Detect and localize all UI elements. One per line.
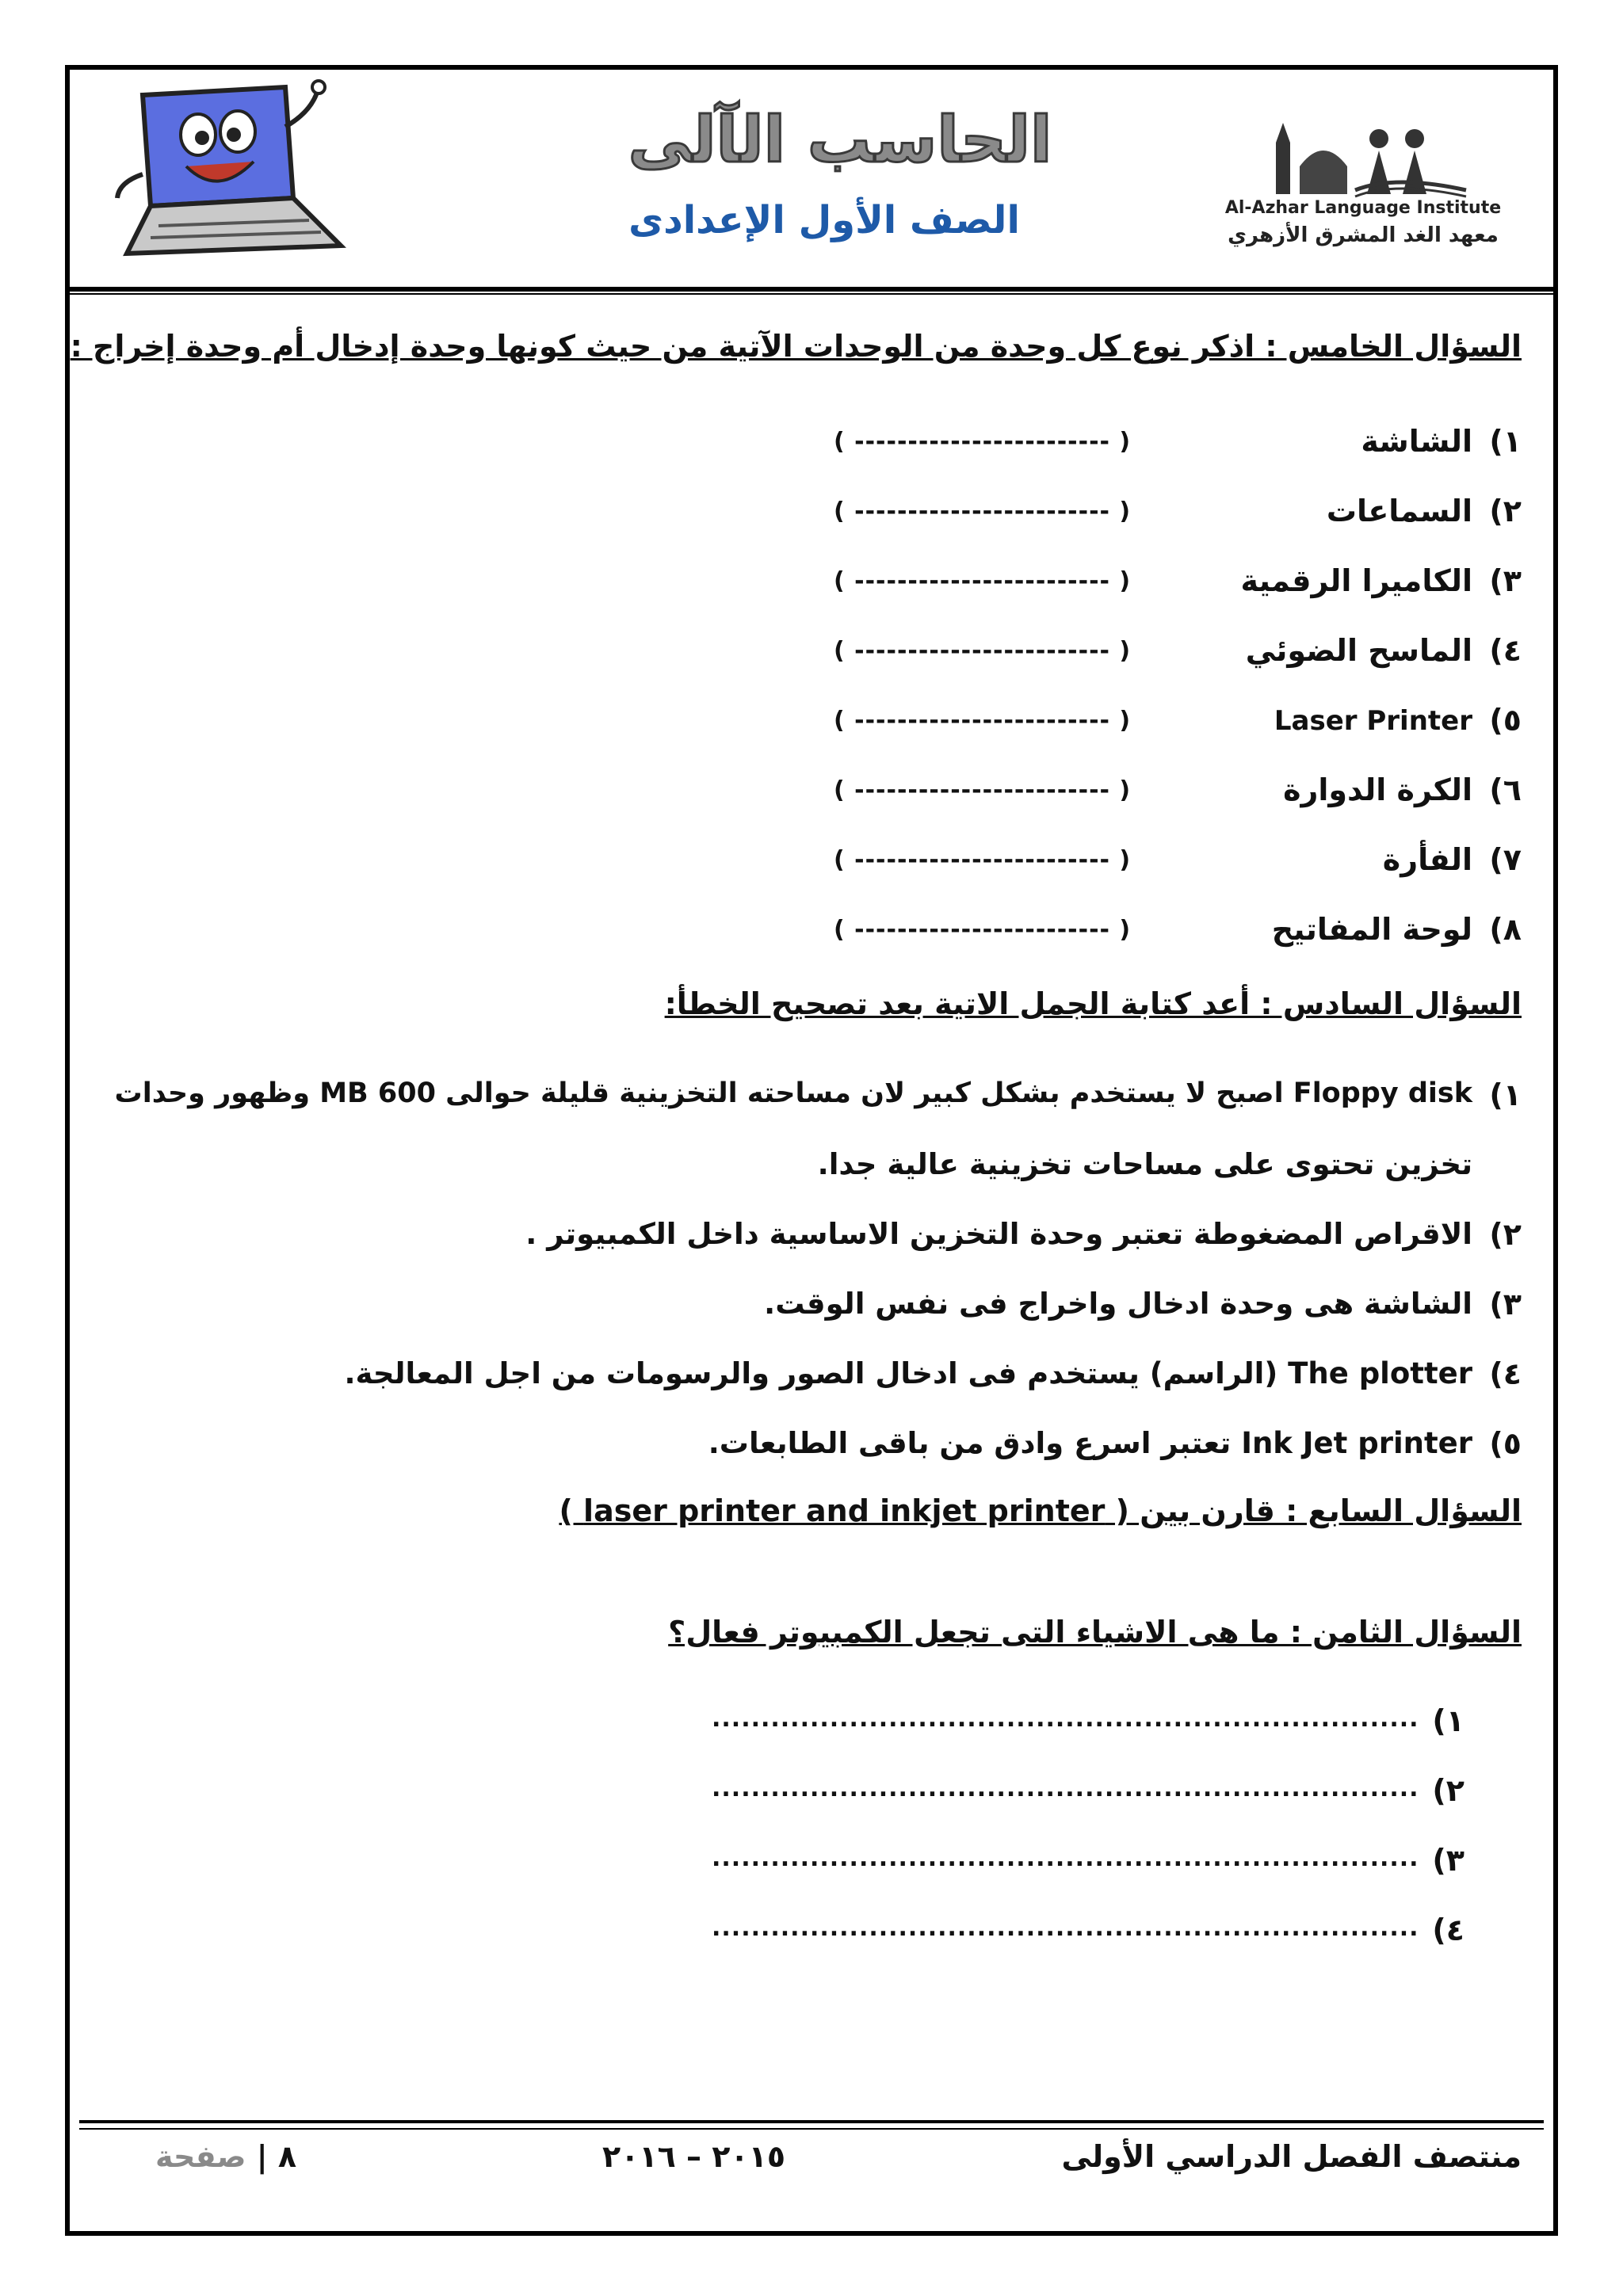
institute-logo-icon <box>1268 111 1474 198</box>
q5-item-label: الشاشة <box>1361 424 1472 459</box>
institute-name-ar: معهد الغد المشرق الأزهري <box>1228 223 1499 247</box>
q5-item-number: ٥) <box>1489 703 1522 738</box>
q6-item-number: ١) <box>1489 1077 1522 1112</box>
answer-line[interactable]: ........................................................................ <box>712 1844 1419 1872</box>
q5-item-number: ١) <box>1489 424 1522 459</box>
q6-sentence: الشاشة هى وحدة ادخال واخراج فى نفس الوقت. <box>764 1287 1472 1321</box>
answer-blank[interactable]: ( ------------------------ ) <box>834 637 1132 665</box>
q6-item-number: ٤) <box>1489 1356 1522 1391</box>
q6-item-number: ٣) <box>1489 1287 1522 1322</box>
laptop-mascot-icon <box>111 79 349 261</box>
header-divider-thin <box>65 293 1558 295</box>
q5-item-label: السماعات <box>1326 494 1472 528</box>
footer-divider-thin <box>79 2128 1544 2130</box>
q8-item-number: ٤) <box>1432 1913 1465 1947</box>
answer-blank[interactable]: ( ------------------------ ) <box>834 916 1132 944</box>
q5-item-number: ٨) <box>1489 912 1522 947</box>
q6-title: السؤال السادس : أعد كتابة الجمل الاتية بعد تصحيح الخطأ: <box>664 986 1522 1021</box>
q6-sentence-continued: تخزين تحتوى على مساحات تخزينية عالية جدا. <box>817 1147 1472 1181</box>
q6-item-number: ٥) <box>1489 1426 1522 1461</box>
answer-blank[interactable]: ( ------------------------ ) <box>834 567 1132 595</box>
q8-item-number: ١) <box>1432 1703 1465 1738</box>
header-divider <box>65 287 1558 292</box>
q5-item-number: ٤) <box>1489 633 1522 668</box>
q8-item-number: ٢) <box>1432 1773 1465 1808</box>
institute-name-en: Al-Azhar Language Institute <box>1224 198 1502 218</box>
footer-year: ٢٠١٥ – ٢٠١٦ <box>602 2139 786 2174</box>
q5-item-label: الكرة الدوارة <box>1283 772 1472 807</box>
q6-sentence: The plotter (الراسم) يستخدم فى ادخال الصور والرسومات من اجل المعالجة. <box>344 1356 1472 1390</box>
q6-sentence: الاقراص المضغوطة تعتبر وحدة التخزين الاساسية داخل الكمبيوتر . <box>525 1217 1472 1251</box>
q5-title: السؤال الخامس : اذكر نوع كل وحدة من الوحدات الآتية من حيث كونها وحدة إدخال أم وحدة إخراج : <box>70 329 1522 364</box>
page-title: الحاسب الآلى <box>628 103 1052 177</box>
answer-line[interactable]: ........................................................................ <box>712 1914 1419 1942</box>
q6-item-number: ٢) <box>1489 1217 1522 1252</box>
q6-sentence: Floppy disk اصبح لا يستخدم بشكل كبير لان مساحته التخزينية قليلة حوالى 600 MB وظهور وحدات <box>114 1077 1472 1109</box>
page-subtitle: الصف الأول الإعدادى <box>628 198 1020 242</box>
q5-item-number: ٧) <box>1489 842 1522 877</box>
answer-blank[interactable]: ( ------------------------ ) <box>834 428 1132 456</box>
q8-item-number: ٣) <box>1432 1843 1465 1878</box>
q5-item-number: ٢) <box>1489 494 1522 528</box>
answer-blank[interactable]: ( ------------------------ ) <box>834 776 1132 804</box>
q5-item-number: ٦) <box>1489 772 1522 807</box>
page-number: ٨ <box>277 2139 297 2174</box>
q7-title: السؤال السابع : قارن بين ( laser printer and inkjet printer ) <box>559 1493 1522 1528</box>
answer-line[interactable]: ........................................................................ <box>712 1775 1419 1802</box>
page-separator: | <box>256 2139 268 2174</box>
q5-item-label: Laser Printer <box>1274 705 1472 737</box>
footer-divider <box>79 2120 1544 2123</box>
q6-sentence: Ink Jet printer تعتبر اسرع وادق من باقى الطابعات. <box>708 1426 1472 1460</box>
q5-item-label: الماسح الضوئي <box>1245 633 1472 668</box>
q5-item-number: ٣) <box>1489 563 1522 598</box>
q5-item-label: الكاميرا الرقمية <box>1240 563 1472 598</box>
q5-item-label: لوحة المفاتيح <box>1271 912 1472 947</box>
answer-blank[interactable]: ( ------------------------ ) <box>834 498 1132 525</box>
footer-page <box>155 2139 296 2174</box>
q5-item-label: الفأرة <box>1382 842 1472 877</box>
q8-title: السؤال الثامن : ما هى الاشياء التى تجعل الكمبيوتر فعال؟ <box>668 1615 1522 1650</box>
footer-term: منتصف الفصل الدراسي الأولى <box>1061 2139 1522 2174</box>
answer-line[interactable]: ........................................................................ <box>712 1705 1419 1733</box>
answer-blank[interactable]: ( ------------------------ ) <box>834 707 1132 734</box>
page-word: صفحة <box>155 2139 246 2174</box>
answer-blank[interactable]: ( ------------------------ ) <box>834 846 1132 874</box>
